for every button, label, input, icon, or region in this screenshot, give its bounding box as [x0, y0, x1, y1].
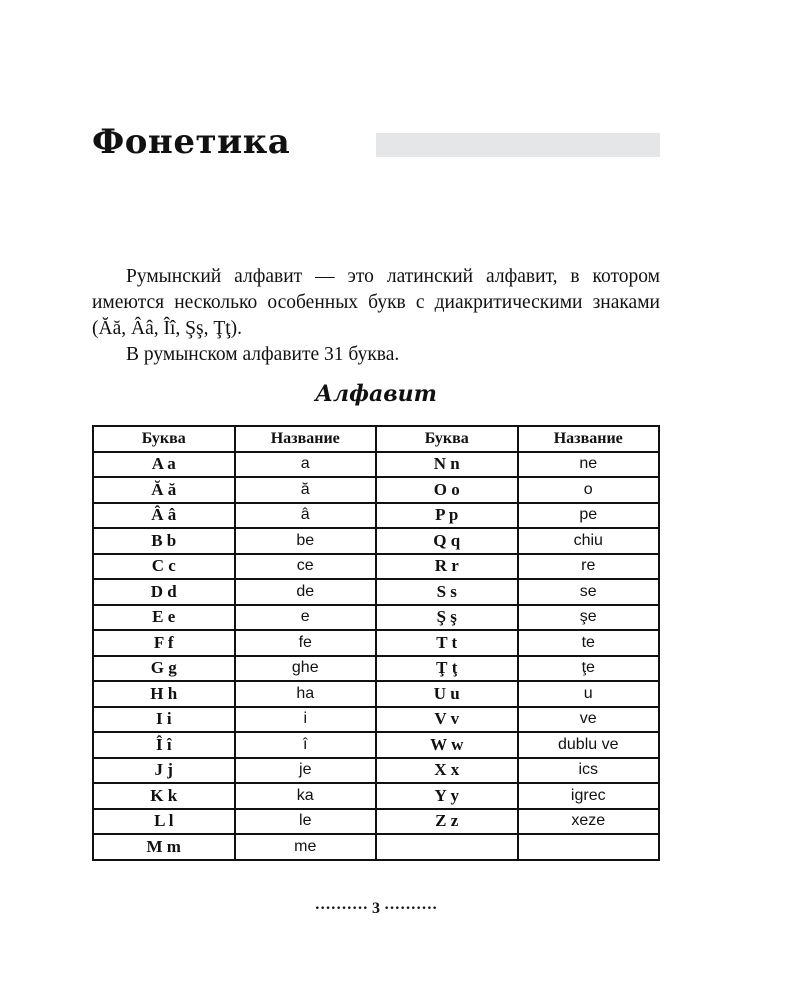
name-cell: re	[518, 554, 660, 580]
letter-cell: S s	[376, 579, 518, 605]
letter-cell: Î î	[93, 732, 235, 758]
name-cell: je	[235, 758, 377, 784]
table-header-row	[93, 426, 659, 452]
alphabet-table	[92, 425, 660, 861]
name-cell: te	[518, 630, 660, 656]
table-row	[93, 554, 659, 580]
name-cell: ne	[518, 452, 660, 478]
table-row	[93, 528, 659, 554]
table-row	[93, 732, 659, 758]
name-cell: fe	[235, 630, 377, 656]
name-cell: dublu ve	[518, 732, 660, 758]
letter-cell: L l	[93, 809, 235, 835]
name-cell: e	[235, 605, 377, 631]
table-row	[93, 681, 659, 707]
letter-cell: Â â	[93, 503, 235, 529]
letter-cell: J j	[93, 758, 235, 784]
table-row	[93, 605, 659, 631]
name-cell: â	[235, 503, 377, 529]
table-row	[93, 783, 659, 809]
name-cell: ţe	[518, 656, 660, 682]
name-cell: u	[518, 681, 660, 707]
table-row	[93, 579, 659, 605]
letter-cell: C c	[93, 554, 235, 580]
name-cell: şe	[518, 605, 660, 631]
name-cell: ce	[235, 554, 377, 580]
intro-paragraph-1: Румынский алфавит — это латинский алфавит, в котором имеются несколько особенных букв с диакритическими знаками (Ăă, Ââ, Îî, Şş, Ţţ).	[92, 266, 660, 339]
name-cell: se	[518, 579, 660, 605]
letter-cell: A a	[93, 452, 235, 478]
letter-cell: Q q	[376, 528, 518, 554]
letter-cell: M m	[93, 834, 235, 860]
name-cell: ka	[235, 783, 377, 809]
header-letter: Буква	[376, 426, 518, 452]
name-cell: ă	[235, 477, 377, 503]
letter-cell: Ţ ţ	[376, 656, 518, 682]
name-cell: ve	[518, 707, 660, 733]
name-cell: a	[235, 452, 377, 478]
letter-cell: D d	[93, 579, 235, 605]
intro-paragraph-2: В румынском алфавите 31 буква.	[126, 344, 400, 365]
page-number: ·········· 3 ··········	[314, 900, 438, 917]
table-row	[93, 758, 659, 784]
name-cell: ghe	[235, 656, 377, 682]
table-row	[93, 707, 659, 733]
name-cell: me	[235, 834, 377, 860]
table-title: Алфавит	[315, 381, 437, 407]
table-row	[93, 834, 659, 860]
letter-cell: Z z	[376, 809, 518, 835]
heading-decor-bar	[376, 133, 660, 157]
name-cell	[518, 834, 660, 860]
letter-cell: I i	[93, 707, 235, 733]
letter-cell: Ş ş	[376, 605, 518, 631]
name-cell: igrec	[518, 783, 660, 809]
name-cell: i	[235, 707, 377, 733]
letter-cell: K k	[93, 783, 235, 809]
name-cell: be	[235, 528, 377, 554]
name-cell: î	[235, 732, 377, 758]
name-cell: le	[235, 809, 377, 835]
name-cell: o	[518, 477, 660, 503]
table-body	[93, 452, 659, 860]
letter-cell: G g	[93, 656, 235, 682]
letter-cell: E e	[93, 605, 235, 631]
name-cell: xeze	[518, 809, 660, 835]
header-name: Название	[235, 426, 377, 452]
page-heading: Фонетика	[92, 122, 291, 162]
letter-cell	[376, 834, 518, 860]
letter-cell: W w	[376, 732, 518, 758]
table-row	[93, 656, 659, 682]
name-cell: pe	[518, 503, 660, 529]
table-row	[93, 477, 659, 503]
letter-cell: N n	[376, 452, 518, 478]
table-row	[93, 630, 659, 656]
letter-cell: O o	[376, 477, 518, 503]
header-name: Название	[518, 426, 660, 452]
name-cell: ics	[518, 758, 660, 784]
letter-cell: T t	[376, 630, 518, 656]
letter-cell: R r	[376, 554, 518, 580]
letter-cell: P p	[376, 503, 518, 529]
letter-cell: X x	[376, 758, 518, 784]
table-row	[93, 452, 659, 478]
letter-cell: Y y	[376, 783, 518, 809]
letter-cell: Ă ă	[93, 477, 235, 503]
name-cell: de	[235, 579, 377, 605]
name-cell: ha	[235, 681, 377, 707]
header-letter: Буква	[93, 426, 235, 452]
letter-cell: H h	[93, 681, 235, 707]
letter-cell: V v	[376, 707, 518, 733]
letter-cell: F f	[93, 630, 235, 656]
letter-cell: U u	[376, 681, 518, 707]
name-cell: chiu	[518, 528, 660, 554]
letter-cell: B b	[93, 528, 235, 554]
intro-text	[92, 264, 660, 368]
table-row	[93, 809, 659, 835]
table-row	[93, 503, 659, 529]
